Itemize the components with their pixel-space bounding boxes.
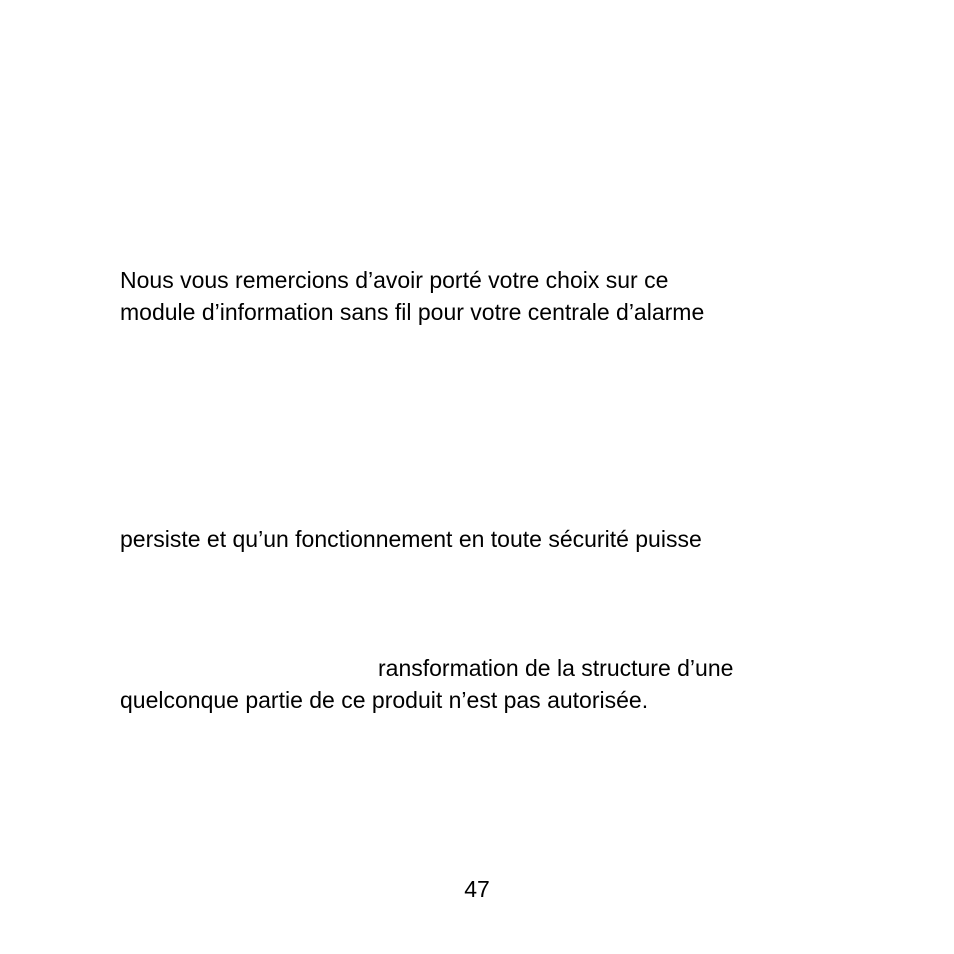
paragraph-2-line-1: persiste et qu’un fonctionnement en toute sécurité puisse	[120, 526, 702, 552]
paragraph-1-line-1: Nous vous remercions d’avoir porté votre choix sur ce	[120, 267, 669, 293]
paragraph-1-line-2: module d’information sans fil pour votre centrale d’alarme	[120, 299, 705, 325]
page-number: 47	[464, 876, 490, 902]
paragraph-3-line-1: ransformation de la structure d’une	[378, 655, 734, 681]
paragraph-3-line-2: quelconque partie de ce produit n’est pas autorisée.	[120, 687, 649, 713]
